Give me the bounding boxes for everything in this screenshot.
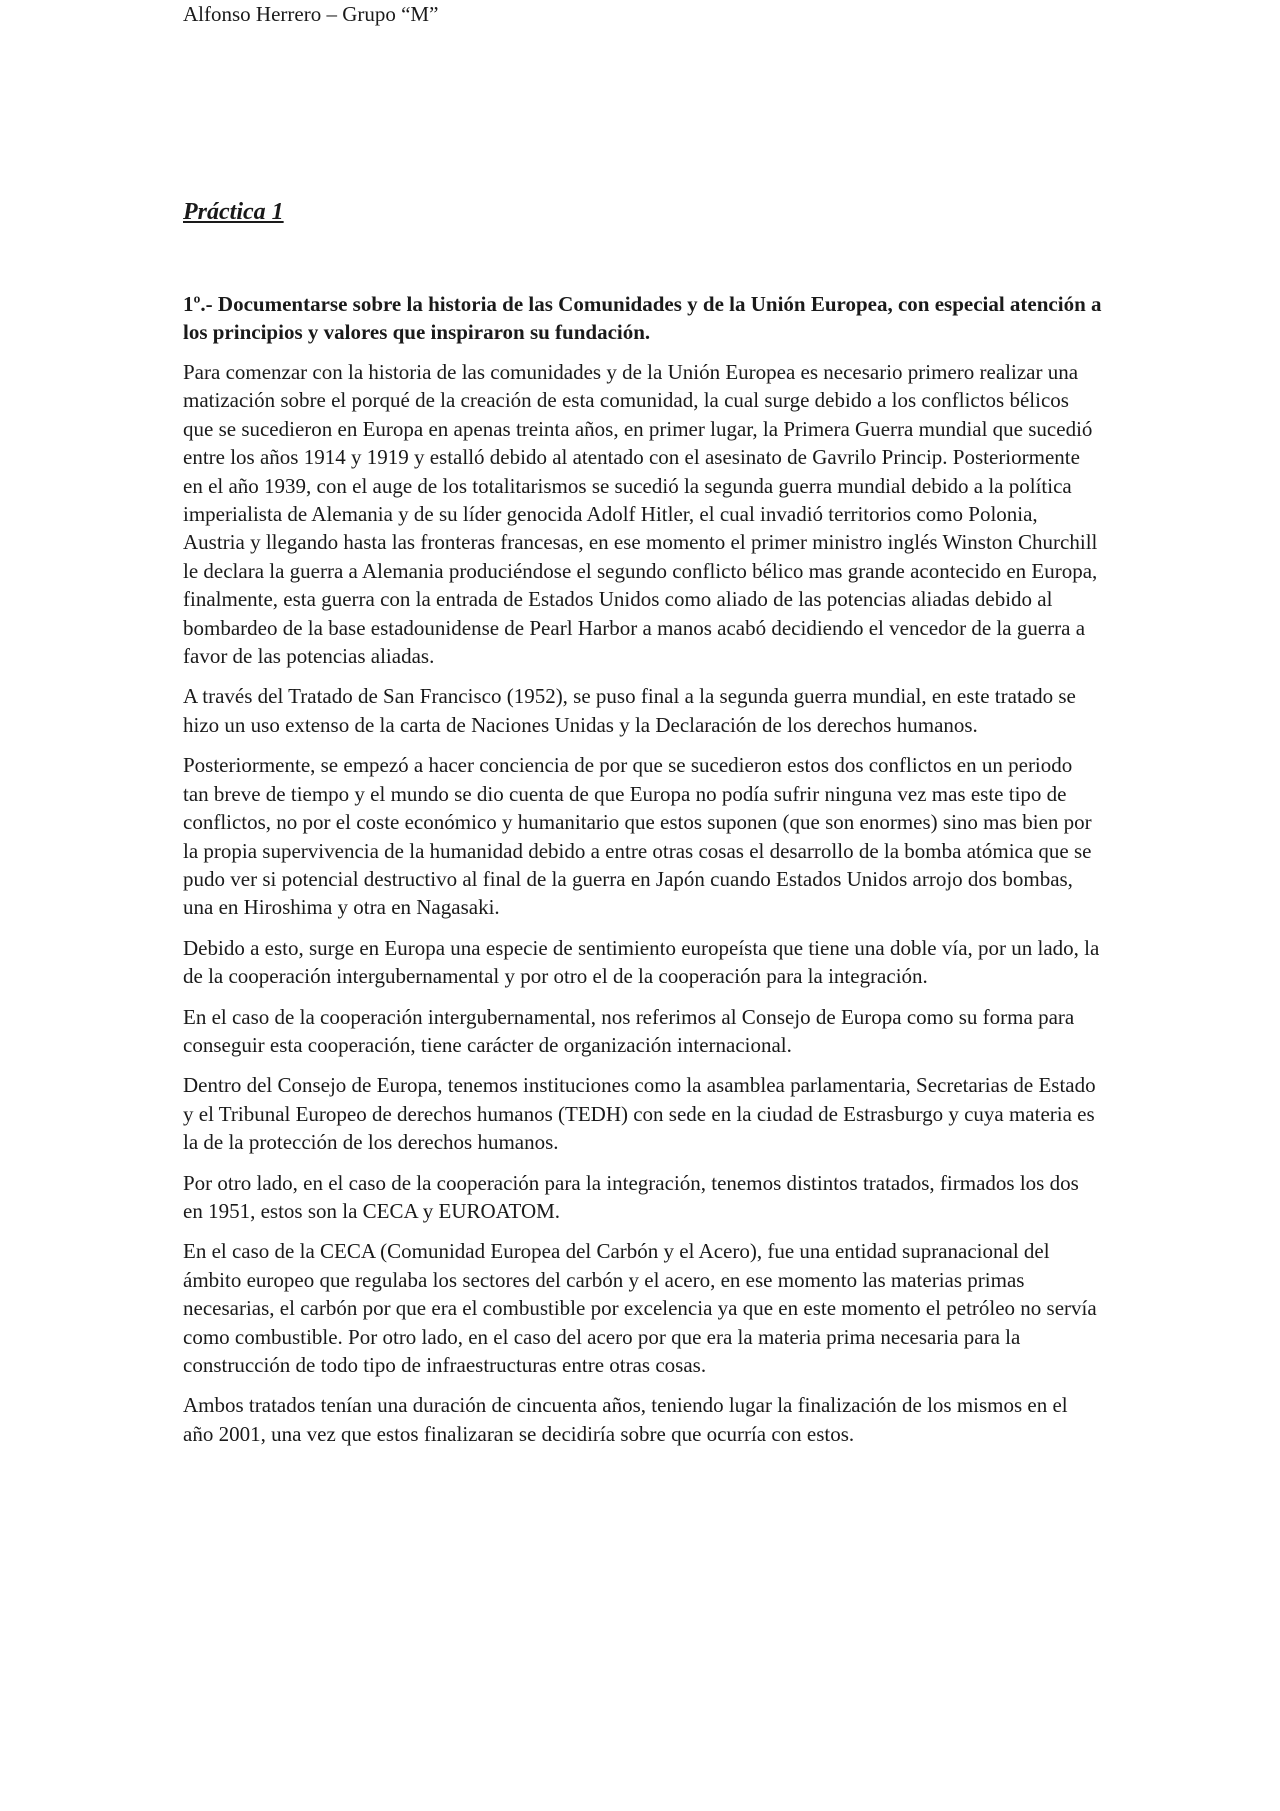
- paragraph-san-francisco: A través del Tratado de San Francisco (1952), se puso final a la segunda guerra mundial, en este tratado se hizo un uso extenso de la carta de Naciones Unidas y la Declaración de los derechos humanos.: [183, 684, 1076, 737]
- paragraph-council-of-europe: Dentro del Consejo de Europa, tenemos instituciones como la asamblea parlamentaria, Secretarias de Estado y el Tribunal Europeo de derechos humanos (TEDH) con sede en la ciudad de Estrasburgo y cuya materia es la de la protección de los derechos humanos.: [183, 1073, 1096, 1155]
- paragraph-ceca: En el caso de la CECA (Comunidad Europea del Carbón y el Acero), fue una entidad supranacional del ámbito europeo que regulaba los sectores del carbón y el acero, en ese momento las materias primas necesarias, el carbón por que era el combustible por excelencia ya que en este momento el petróleo no servía como combustible. Por otro lado, en el caso del acero por que era la materia prima necesaria para la construcción de todo tipo de infraestructuras entre otras cosas.: [183, 1239, 1097, 1377]
- paragraph-history: Para comenzar con la historia de las comunidades y de la Unión Europea es necesario primero realizar una matización sobre el porqué de la creación de esta comunidad, la cual surge debido a los conflictos bélicos que se sucedieron en Europa en apenas treinta años, en primer lugar, la Primera Guerra mundial que sucedió entre los años 1914 y 1919 y estalló debido al atentado con el asesinato de Gavrilo Princip. Posteriormente en el año 1939, con el auge de los totalitarismos se sucedió la segunda guerra mundial debido a la política imperialista de Alemania y de su líder genocida Adolf Hitler, el cual invadió territorios como Polonia, Austria y llegando hasta las fronteras francesas, en ese momento el primer ministro inglés Winston Churchill le declara la guerra a Alemania produciéndose el segundo conflicto bélico mas grande acontecido en Europa, finalmente, esta guerra con la entrada de Estados Unidos como aliado de las potencias aliadas debido al bombardeo de la base estadounidense de Pearl Harbor a manos acabó decidiendo el vencedor de la guerra a favor de las potencias aliadas.: [183, 360, 1098, 669]
- author-header: Alfonso Herrero – Grupo “M”: [183, 2, 439, 26]
- paragraph-intergovernmental: En el caso de la cooperación intergubernamental, nos referimos al Consejo de Europa como su forma para conseguir esta cooperación, tiene carácter de organización internacional.: [183, 1004, 1075, 1057]
- paragraph-europeanism: Debido a esto, surge en Europa una especie de sentimiento europeísta que tiene una doble vía, por un lado, la de la cooperación intergubernamental y por otro el de la cooperación para la integración.: [183, 935, 1100, 989]
- page-title: Práctica 1: [183, 199, 284, 225]
- document-body: [183, 290, 1103, 1460]
- paragraph-integration: Por otro lado, en el caso de la cooperación para la integración, tenemos distintos tratados, firmados los dos en 1951, estos son la CECA y EUROATOM.: [183, 1170, 1079, 1223]
- paragraph-duration: Ambos tratados tenían una duración de cincuenta años, teniendo lugar la finalización de los mismos en el año 2001, una vez que estos finalizaran se decidiría sobre que ocurría con estos.: [183, 1393, 1068, 1446]
- question-heading: 1º.- Documentarse sobre la historia de las Comunidades y de la Unión Europea, con especial atención a los principios y valores que inspiraron su fundación.: [183, 292, 1102, 344]
- paragraph-awareness: Posteriormente, se empezó a hacer conciencia de por que se sucedieron estos dos conflictos en un periodo tan breve de tiempo y el mundo se dio cuenta de que Europa no podía sufrir ninguna vez mas este tipo de conflictos, no por el coste económico y humanitario que estos suponen (que son enormes) sino mas bien por la propia supervivencia de la humanidad debido a entre otras cosas el desarrollo de la bomba atómica que se pudo ver si potencial destructivo al final de la guerra en Japón cuando Estados Unidos arrojo dos bombas, una en Hiroshima y otra en Nagasaki.: [183, 753, 1092, 920]
